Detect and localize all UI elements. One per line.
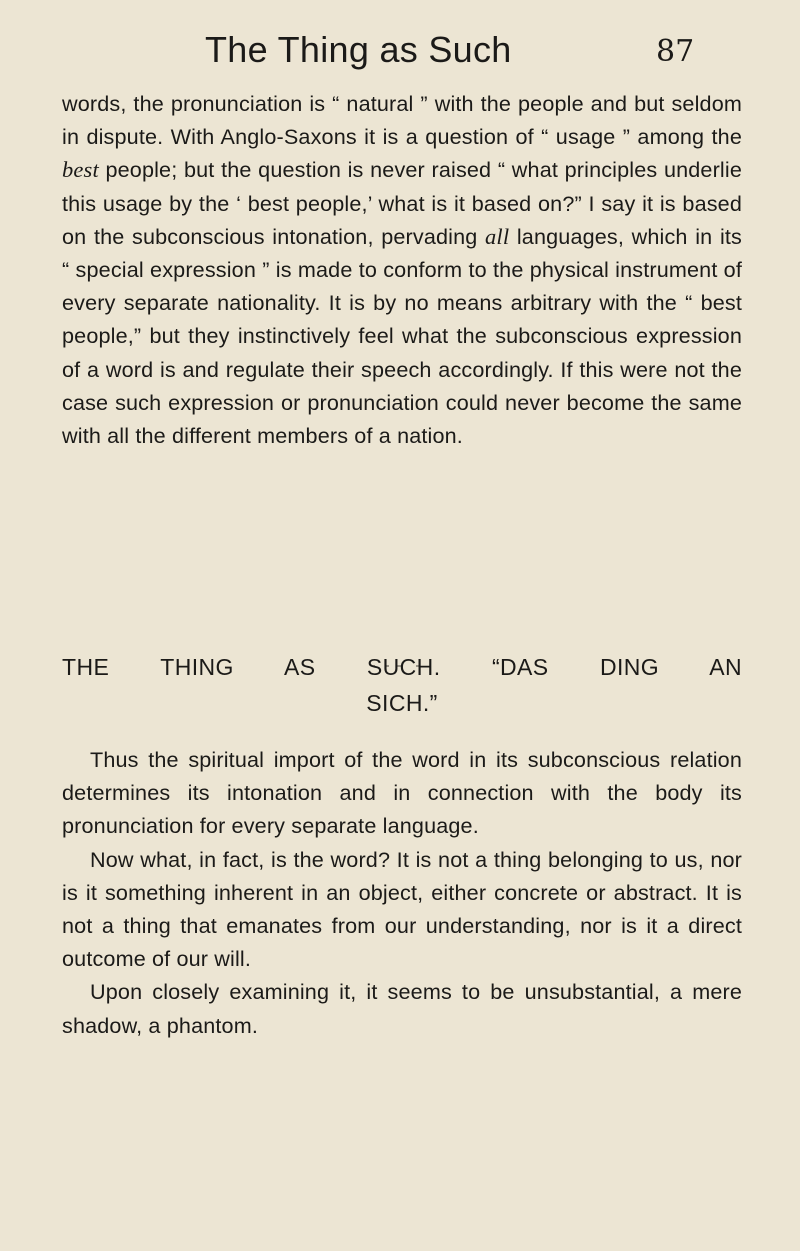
section-heading-line-2: SICH.” <box>366 690 438 716</box>
section-heading-line-1: THE THING AS SUCH. “DAS DING AN <box>62 654 742 680</box>
continued-paragraph <box>62 87 742 452</box>
paragraph: Thus the spiritual import of the word in its subconscious relation determines its intonation and in connection with the body its pronunciation for every separate language. <box>62 747 742 839</box>
text-run: words, the pronunciation is “ natural ” with the people and but seldom in dispute. With Anglo-Saxons it is a question of “ usage ” among the <box>62 91 742 150</box>
running-head <box>0 28 800 78</box>
paragraph: Upon closely examining it, it seems to be unsubstantial, a mere shadow, a phantom. <box>62 979 742 1038</box>
paragraph <box>62 87 742 452</box>
italic-word-best: best <box>62 157 99 183</box>
section-heading <box>62 649 742 721</box>
paragraph: Now what, in fact, is the word? It is not a thing belonging to us, nor is it something inherent in an object, either concrete or abstract. It is not a thing that emanates from our understanding, nor is it a direct outcome of our will. <box>62 846 742 972</box>
running-title: The Thing as Such <box>205 29 512 70</box>
text-run: people; but the question is never raised “ what principles underlie this usage by the ‘ best people,’ what is it based on?” I say it is based on the subconscious intonation, pervading <box>62 157 742 249</box>
text-run: languages, which in its “ special expression ” is made to conform to the physical instrument of every separate nationality. It is by no means arbitrary with the “ best people,” but they instinctively feel what the subconscious expression of a word is and regulate their speech accordingly. If this were not the case such expression or pronunciation could never become the same with all the different members of a nation. <box>62 223 742 449</box>
italic-word-all: all <box>485 223 510 249</box>
page-number: 87 <box>656 34 695 69</box>
section-body <box>62 743 742 1042</box>
